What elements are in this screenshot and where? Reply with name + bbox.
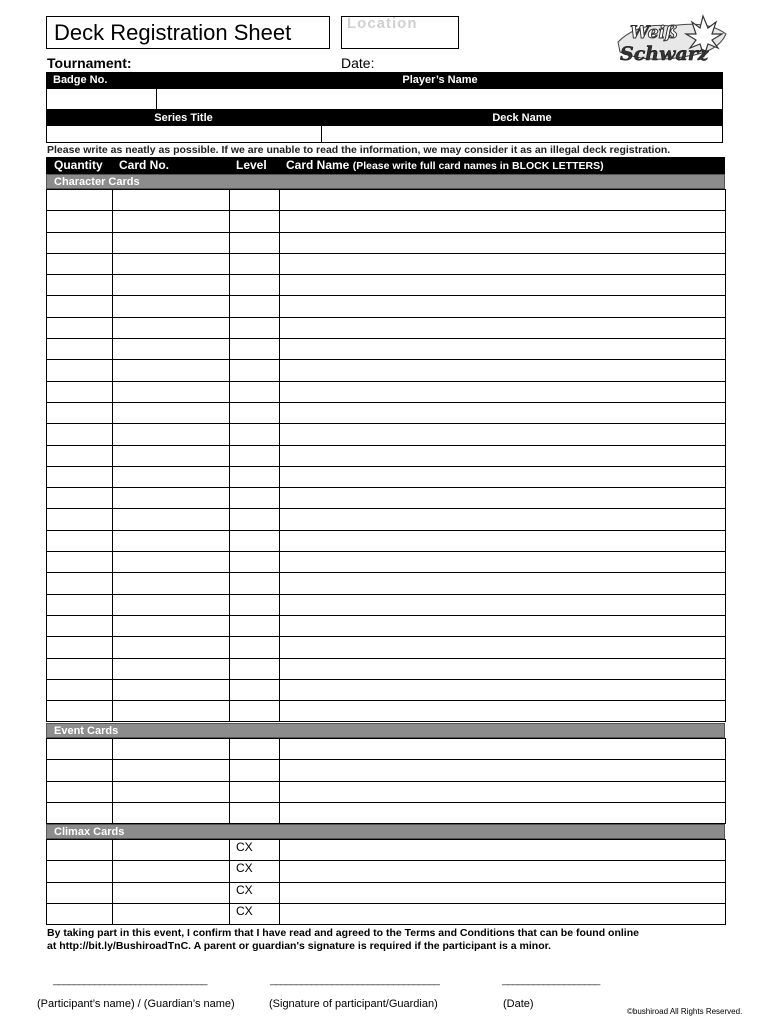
level-cell[interactable]: CX bbox=[230, 882, 280, 903]
quantity-cell[interactable] bbox=[47, 445, 113, 466]
card-name-cell[interactable] bbox=[280, 232, 726, 253]
player-name-input[interactable] bbox=[156, 88, 723, 110]
table-row bbox=[47, 552, 726, 573]
card-name-cell[interactable] bbox=[280, 594, 726, 615]
character-cards-table bbox=[46, 189, 726, 722]
location-field[interactable] bbox=[341, 16, 459, 49]
card-no-cell[interactable] bbox=[113, 594, 230, 615]
level-cell[interactable] bbox=[230, 424, 280, 445]
agreement-line-1: By taking part in this event, I confirm that I have read and agreed to the Terms and Conditions that can be found online bbox=[47, 927, 639, 939]
table-row bbox=[47, 615, 726, 636]
level-cell[interactable] bbox=[230, 275, 280, 296]
quantity-cell[interactable] bbox=[47, 760, 113, 781]
card-no-cell[interactable] bbox=[113, 679, 230, 700]
quantity-cell[interactable] bbox=[47, 882, 113, 903]
card-no-cell[interactable] bbox=[113, 840, 230, 861]
quantity-cell[interactable] bbox=[47, 211, 113, 232]
table-row bbox=[47, 296, 726, 317]
card-name-cell[interactable] bbox=[280, 903, 726, 924]
level-cell[interactable] bbox=[230, 658, 280, 679]
card-name-cell[interactable] bbox=[280, 552, 726, 573]
card-name-cell[interactable] bbox=[280, 381, 726, 402]
date-line[interactable]: ___________________ bbox=[502, 974, 600, 986]
card-no-col-header: Card No. bbox=[119, 158, 170, 172]
level-cell[interactable] bbox=[230, 637, 280, 658]
logo-text-bottom: Schwarz bbox=[620, 43, 709, 65]
location-placeholder: Location bbox=[347, 15, 418, 32]
quantity-cell[interactable] bbox=[47, 679, 113, 700]
quantity-cell[interactable] bbox=[47, 360, 113, 381]
quantity-cell[interactable] bbox=[47, 739, 113, 760]
quantity-cell[interactable] bbox=[47, 594, 113, 615]
card-name-col-header: Card Name (Please write full card names in BLOCK LETTERS) bbox=[286, 158, 604, 172]
event-cards-section: Event Cards bbox=[46, 723, 725, 738]
level-cell[interactable] bbox=[230, 760, 280, 781]
card-no-cell[interactable] bbox=[113, 296, 230, 317]
climax-cards-section: Climax Cards bbox=[46, 824, 725, 839]
agreement-line-2: at http://bit.ly/BushiroadTnC. A parent or guardian's signature is required if the participant is a minor. bbox=[47, 940, 552, 952]
card-name-cell[interactable] bbox=[280, 781, 726, 802]
table-row bbox=[47, 903, 726, 924]
level-cell[interactable] bbox=[230, 781, 280, 802]
signature-label: (Signature of participant/Guardian) bbox=[269, 998, 438, 1010]
quantity-cell[interactable] bbox=[47, 488, 113, 509]
copyright: ©bushiroad All Rights Reserved. bbox=[627, 1007, 743, 1016]
table-row bbox=[47, 530, 726, 551]
table-row bbox=[47, 488, 726, 509]
card-no-cell[interactable] bbox=[113, 402, 230, 423]
quantity-cell[interactable] bbox=[47, 402, 113, 423]
quantity-cell[interactable] bbox=[47, 701, 113, 722]
table-row bbox=[47, 424, 726, 445]
event-cards-table bbox=[46, 738, 726, 824]
level-cell[interactable]: CX bbox=[230, 903, 280, 924]
card-no-cell[interactable] bbox=[113, 615, 230, 636]
card-name-cell[interactable] bbox=[280, 760, 726, 781]
quantity-cell[interactable] bbox=[47, 615, 113, 636]
quantity-cell[interactable] bbox=[47, 424, 113, 445]
level-cell[interactable] bbox=[230, 381, 280, 402]
card-no-cell[interactable] bbox=[113, 861, 230, 882]
card-name-cell[interactable] bbox=[280, 190, 726, 211]
level-cell[interactable] bbox=[230, 509, 280, 530]
card-name-cell[interactable] bbox=[280, 509, 726, 530]
level-cell[interactable] bbox=[230, 466, 280, 487]
card-name-cell[interactable] bbox=[280, 701, 726, 722]
card-name-cell[interactable] bbox=[280, 615, 726, 636]
level-cell[interactable]: CX bbox=[230, 840, 280, 861]
card-name-cell[interactable] bbox=[280, 317, 726, 338]
card-name-cell[interactable] bbox=[280, 402, 726, 423]
badge-input[interactable] bbox=[46, 88, 157, 110]
card-no-cell[interactable] bbox=[113, 488, 230, 509]
level-cell[interactable] bbox=[230, 488, 280, 509]
quantity-col-header: Quantity bbox=[54, 158, 103, 172]
card-name-cell[interactable] bbox=[280, 802, 726, 823]
table-row bbox=[47, 679, 726, 700]
card-no-cell[interactable] bbox=[113, 253, 230, 274]
card-name-cell[interactable] bbox=[280, 861, 726, 882]
quantity-cell[interactable] bbox=[47, 861, 113, 882]
table-row bbox=[47, 253, 726, 274]
card-no-cell[interactable] bbox=[113, 658, 230, 679]
quantity-cell[interactable] bbox=[47, 317, 113, 338]
logo-text-top: Weiß bbox=[630, 23, 678, 43]
signature-line[interactable]: _________________________________ bbox=[270, 974, 439, 986]
table-row bbox=[47, 360, 726, 381]
card-name-cell[interactable] bbox=[280, 424, 726, 445]
table-row bbox=[47, 232, 726, 253]
card-no-cell[interactable] bbox=[113, 190, 230, 211]
quantity-cell[interactable] bbox=[47, 658, 113, 679]
climax-cards-table bbox=[46, 839, 726, 925]
deck-name-input[interactable] bbox=[321, 125, 723, 143]
quantity-cell[interactable] bbox=[47, 296, 113, 317]
quantity-cell[interactable] bbox=[47, 637, 113, 658]
date-sig-label: (Date) bbox=[503, 998, 534, 1010]
card-no-cell[interactable] bbox=[113, 381, 230, 402]
card-no-cell[interactable] bbox=[113, 573, 230, 594]
quantity-cell[interactable] bbox=[47, 339, 113, 360]
card-name-cell[interactable] bbox=[280, 840, 726, 861]
card-no-cell[interactable] bbox=[113, 211, 230, 232]
table-row bbox=[47, 275, 726, 296]
card-no-cell[interactable] bbox=[113, 360, 230, 381]
participant-name-label: (Participant’s name) / (Guardian’s name) bbox=[37, 998, 235, 1010]
level-cell[interactable] bbox=[230, 253, 280, 274]
level-cell[interactable] bbox=[230, 296, 280, 317]
card-no-cell[interactable] bbox=[113, 445, 230, 466]
level-cell[interactable] bbox=[230, 339, 280, 360]
table-row bbox=[47, 573, 726, 594]
card-name-cell[interactable] bbox=[280, 530, 726, 551]
quantity-cell[interactable] bbox=[47, 275, 113, 296]
card-no-cell[interactable] bbox=[113, 802, 230, 823]
table-row bbox=[47, 402, 726, 423]
table-row bbox=[47, 701, 726, 722]
level-cell[interactable] bbox=[230, 573, 280, 594]
card-no-cell[interactable] bbox=[113, 739, 230, 760]
table-row bbox=[47, 802, 726, 823]
card-name-cell[interactable] bbox=[280, 882, 726, 903]
weiss-schwarz-logo bbox=[608, 12, 732, 70]
level-cell[interactable] bbox=[230, 594, 280, 615]
card-no-cell[interactable] bbox=[113, 781, 230, 802]
card-no-cell[interactable] bbox=[113, 317, 230, 338]
card-name-cell[interactable] bbox=[280, 637, 726, 658]
card-name-cell[interactable] bbox=[280, 360, 726, 381]
quantity-cell[interactable] bbox=[47, 552, 113, 573]
level-cell[interactable] bbox=[230, 360, 280, 381]
table-row bbox=[47, 840, 726, 861]
table-row bbox=[47, 594, 726, 615]
level-cell[interactable] bbox=[230, 190, 280, 211]
level-cell[interactable] bbox=[230, 211, 280, 232]
quantity-cell[interactable] bbox=[47, 232, 113, 253]
card-list-header bbox=[46, 157, 725, 174]
table-row bbox=[47, 781, 726, 802]
card-no-cell[interactable] bbox=[113, 701, 230, 722]
quantity-cell[interactable] bbox=[47, 573, 113, 594]
card-name-cell[interactable] bbox=[280, 466, 726, 487]
card-no-cell[interactable] bbox=[113, 903, 230, 924]
level-cell[interactable] bbox=[230, 802, 280, 823]
series-title-header: Series Title bbox=[46, 110, 321, 126]
table-row bbox=[47, 739, 726, 760]
level-cell[interactable] bbox=[230, 679, 280, 700]
card-name-cell[interactable] bbox=[280, 488, 726, 509]
card-no-cell[interactable] bbox=[113, 882, 230, 903]
card-name-cell[interactable] bbox=[280, 739, 726, 760]
card-name-cell[interactable] bbox=[280, 275, 726, 296]
level-cell[interactable] bbox=[230, 615, 280, 636]
level-cell[interactable] bbox=[230, 739, 280, 760]
card-no-cell[interactable] bbox=[113, 637, 230, 658]
card-name-cell[interactable] bbox=[280, 339, 726, 360]
level-cell[interactable] bbox=[230, 552, 280, 573]
card-name-cell[interactable] bbox=[280, 658, 726, 679]
card-no-cell[interactable] bbox=[113, 509, 230, 530]
date-label: Date: bbox=[341, 55, 375, 71]
table-row bbox=[47, 190, 726, 211]
table-row bbox=[47, 211, 726, 232]
badge-header: Badge No. bbox=[46, 72, 157, 88]
card-no-cell[interactable] bbox=[113, 530, 230, 551]
quantity-cell[interactable] bbox=[47, 781, 113, 802]
quantity-cell[interactable] bbox=[47, 253, 113, 274]
card-no-cell[interactable] bbox=[113, 339, 230, 360]
table-row bbox=[47, 381, 726, 402]
table-row bbox=[47, 658, 726, 679]
card-name-cell[interactable] bbox=[280, 296, 726, 317]
table-row bbox=[47, 861, 726, 882]
quantity-cell[interactable] bbox=[47, 903, 113, 924]
table-row bbox=[47, 466, 726, 487]
card-no-cell[interactable] bbox=[113, 552, 230, 573]
participant-name-line[interactable]: ______________________________ bbox=[53, 974, 207, 986]
table-row bbox=[47, 637, 726, 658]
card-name-cell[interactable] bbox=[280, 679, 726, 700]
card-name-cell[interactable] bbox=[280, 573, 726, 594]
legibility-notice: Please write as neatly as possible. If we are unable to read the information, we may consider it as an illegal deck registration. bbox=[47, 144, 671, 156]
level-cell[interactable] bbox=[230, 445, 280, 466]
quantity-cell[interactable] bbox=[47, 840, 113, 861]
quantity-cell[interactable] bbox=[47, 509, 113, 530]
quantity-cell[interactable] bbox=[47, 466, 113, 487]
level-cell[interactable] bbox=[230, 317, 280, 338]
card-no-cell[interactable] bbox=[113, 275, 230, 296]
card-name-note: (Please write full card names in BLOCK LETTERS) bbox=[352, 160, 604, 172]
agreement-text bbox=[47, 927, 639, 953]
sheet-title: Deck Registration Sheet bbox=[46, 16, 330, 49]
card-name-cell[interactable] bbox=[280, 253, 726, 274]
card-no-cell[interactable] bbox=[113, 466, 230, 487]
level-col-header: Level bbox=[236, 158, 267, 172]
quantity-cell[interactable] bbox=[47, 381, 113, 402]
table-row bbox=[47, 339, 726, 360]
player-name-header: Player’s Name bbox=[157, 72, 723, 88]
level-cell[interactable] bbox=[230, 402, 280, 423]
table-row bbox=[47, 509, 726, 530]
table-row bbox=[47, 760, 726, 781]
table-row bbox=[47, 882, 726, 903]
quantity-cell[interactable] bbox=[47, 802, 113, 823]
table-row bbox=[47, 317, 726, 338]
tournament-label: Tournament: bbox=[47, 55, 132, 71]
series-title-input[interactable] bbox=[46, 125, 322, 143]
deck-name-header: Deck Name bbox=[321, 110, 723, 126]
level-cell[interactable] bbox=[230, 232, 280, 253]
level-cell[interactable] bbox=[230, 701, 280, 722]
card-name-cell[interactable] bbox=[280, 211, 726, 232]
quantity-cell[interactable] bbox=[47, 190, 113, 211]
card-no-cell[interactable] bbox=[113, 760, 230, 781]
table-row bbox=[47, 445, 726, 466]
card-no-cell[interactable] bbox=[113, 424, 230, 445]
character-cards-section: Character Cards bbox=[46, 174, 725, 189]
level-cell[interactable] bbox=[230, 530, 280, 551]
level-cell[interactable]: CX bbox=[230, 861, 280, 882]
card-name-cell[interactable] bbox=[280, 445, 726, 466]
card-no-cell[interactable] bbox=[113, 232, 230, 253]
quantity-cell[interactable] bbox=[47, 530, 113, 551]
